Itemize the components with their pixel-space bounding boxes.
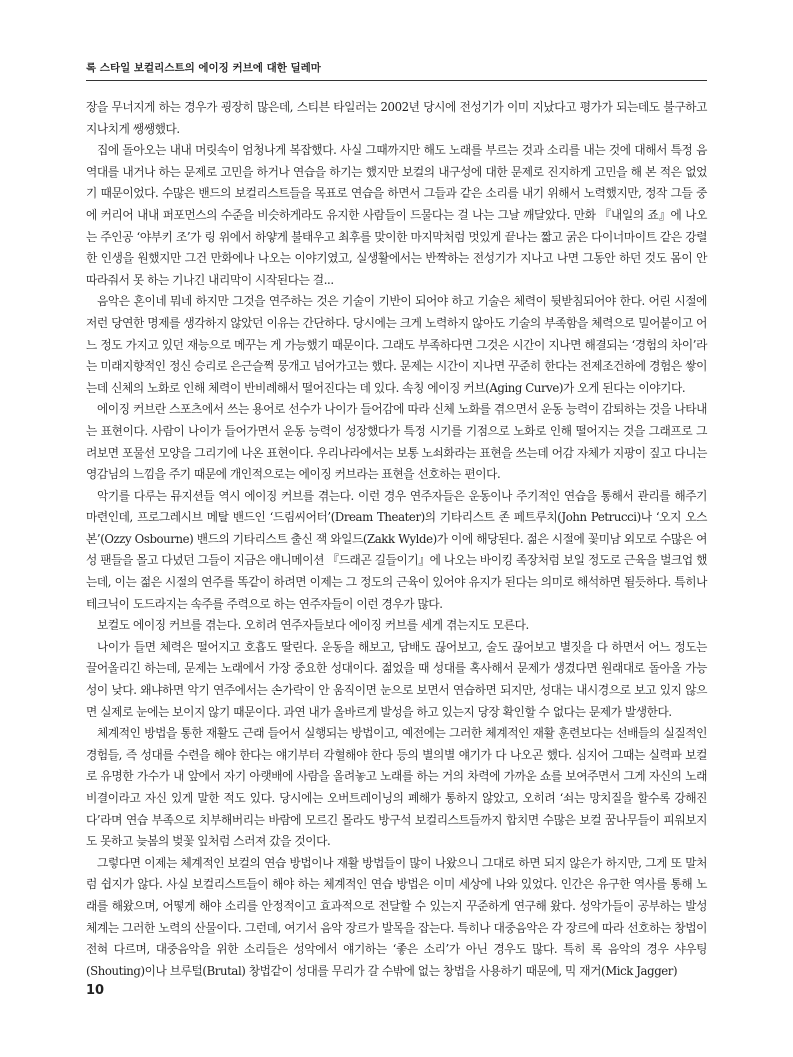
page-number: 10 [86, 983, 105, 998]
paragraph: 장을 무너지게 하는 경우가 굉장히 많은데, 스티븐 타일러는 2002년 당시에 전성기가 이미 지났다고 평가가 되는데도 불구하고 지나치게 쌩쌩했다. [86, 100, 707, 136]
paragraph: 보컬도 에이징 커브를 겪는다. 오히려 연주자들보다 에이징 커브를 세게 겪는지도 모른다. [97, 618, 529, 633]
paragraph: 체계적인 방법을 통한 재활도 근래 들어서 실행되는 방법이고, 예전에는 그러한 체계적인 재활 훈련보다는 선배들의 실질적인 경험들, 즉 성대를 수련을 해야 한다는 얘기부터 각혈해야 한다 등의 별의별 얘기가 다 나오곤 했다. 심지어 그때는 실력파 보컬로 유명한 가수가 내 앞에서 자기 아랫배에 사람을 올려놓고 노래를 하는 거의 차력에 가까운 쇼를 보여주면서 그게 자신의 노래 비결이라고 자신 있게 말한 적도 있다. 당시에는 오버트레이닝의 폐해가 통하지 않았고, 오히려 ‘쇠는 망치질을 할수록 강해진다’라며 연습 부족으로 치부해버리는 바람에 모르긴 몰라도 방구석 보컬리스트들까지 합치면 수많은 보컬 꿈나무들이 피워보지도 못하고 늦봄의 벚꽃 잎처럼 스러져 갔을 것이다. [86, 726, 707, 849]
paragraph: 나이가 들면 체력은 떨어지고 호흡도 딸린다. 운동을 해보고, 담배도 끊어보고, 술도 끊어보고 별짓을 다 하면서 어느 정도는 끌어올리긴 하는데, 문제는 노래에서 가장 중요한 성대이다. 젊었을 때 성대를 혹사해서 문제가 생겼다면 원래대로 돌아올 가능성이 낮다. 왜냐하면 악기 연주에서는 손가락이 안 움직이면 눈으로 보면서 연습하면 되지만, 성대는 내시경으로 보고 있지 않으면 실제로 눈에는 보이지 않기 때문이다. 과연 내가 올바르게 발성을 하고 있는지 당장 확인할 수 없다는 문제가 발생한다. [86, 639, 707, 719]
body-text [86, 97, 707, 982]
paragraph: 그렇다면 이제는 체계적인 보컬의 연습 방법이나 재활 방법들이 많이 나왔으니 그대로 하면 되지 않은가 하지만, 그게 또 말처럼 쉽지가 않다. 사실 보컬리스트들이 해야 하는 체계적인 연습 방법은 이미 세상에 나와 있었다. 인간은 유구한 역사를 통해 노래를 해왔으며, 어떻게 해야 소리를 안정적이고 효과적으로 전달할 수 있는지 꾸준하게 연구해 왔다. 성악가들이 공부하는 발성 체계는 그러한 노력의 산물이다. 그런데, 여기서 음악 장르가 발목을 잡는다. 특히나 대중음악은 각 장르에 따라 선호하는 창법이 전혀 다르며, 대중음악을 위한 소리들은 성악에서 얘기하는 ‘좋은 소리’가 아닌 경우도 많다. 특히 록 음악의 경우 샤우팅(Shouting)이나 브루털(Brutal) 창법같이 성대를 무리가 갈 수밖에 없는 창법을 사용하기 때문에, 믹 재거(Mick Jagger) [86, 855, 707, 978]
header-divider [86, 80, 707, 81]
paragraph: 악기를 다루는 뮤지션들 역시 에이징 커브를 겪는다. 이런 경우 연주자들은 운동이나 주기적인 연습을 통해서 관리를 해주기 마련인데, 프로그레시브 메탈 밴드인 ‘드림씨어터’(Dream Theater)의 기타리스트 존 페트루치(John Petrucci)나 ‘오지 오스본’(Ozzy Osbourne) 밴드의 기타리스트 출신 잭 와일드(Zakk Wylde)가 이에 해당된다. 젊은 시절에 꽃미남 외모로 수많은 여성 팬들을 몰고 다녔던 그들이 지금은 애니메이션 『드래곤 길들이기』에 나오는 바이킹 족장처럼 보일 정도로 근육을 벌크업 했는데, 이는 젊은 시절의 연주를 똑같이 하려면 이제는 그 정도의 근육이 있어야 유지가 된다는 의미로 해석하면 될듯하다. 특히나 테크닉이 도드라지는 속주를 주력으로 하는 연주자들이 이런 경우가 많다. [86, 488, 707, 611]
paragraph: 음악은 혼이네 뭐네 하지만 그것을 연주하는 것은 기술이 기반이 되어야 하고 기술은 체력이 뒷받침되어야 한다. 어린 시절에 저런 당연한 명제를 생각하지 않았던 이유는 간단하다. 당시에는 크게 노력하지 않아도 기술의 부족함을 체력으로 밀어붙이고 어느 정도 가지고 있던 재능으로 메꾸는 게 가능했기 때문이다. 그래도 부족하다면 그것은 시간이 지나면 해결되는 ‘경험의 차이’라는 미래지향적인 정신 승리로 은근슬쩍 뭉개고 넘어가고는 했다. 문제는 시간이 지나면 꾸준히 한다는 전제조건하에 경험은 쌓이는데 신체의 노화로 인해 체력이 반비례해서 떨어진다는 데 있다. 속칭 에이징 커브(Aging Curve)가 오게 된다는 이야기다. [86, 294, 707, 395]
running-header: 록 스타일 보컬리스트의 에이징 커브에 대한 딜레마 [86, 62, 321, 74]
paragraph: 에이징 커브란 스포츠에서 쓰는 용어로 선수가 나이가 들어감에 따라 신체 노화를 겪으면서 운동 능력이 감퇴하는 것을 나타내는 표현이다. 사람이 나이가 들어가면서 운동 능력이 성장했다가 특정 시기를 기점으로 노화로 인해 떨어지는 것을 그래프로 그려보면 포물선 모양을 그리기에 나온 표현이다. 우리나라에서는 보통 노쇠화라는 표현을 쓰는데 어감 자체가 지팡이 짚고 다니는 영감님의 느낌을 주기 때문에 개인적으로는 에이징 커브라는 표현을 선호하는 편이다. [86, 402, 707, 482]
paragraph: 집에 돌아오는 내내 머릿속이 엄청나게 복잡했다. 사실 그때까지만 해도 노래를 부르는 것과 소리를 내는 것에 대해서 특정 음역대를 내거나 하는 문제로 고민을 하거나 연습을 하기는 했지만 보컬의 내구성에 대한 문제로 진지하게 고민을 해 본 적은 없었기 때문이었다. 수많은 밴드의 보컬리스트들을 목표로 연습을 하면서 그들과 같은 소리를 내기 위해서 노력했지만, 정작 그들 중에 커리어 내내 퍼포먼스의 수준을 비슷하게라도 유지한 사람들이 드물다는 걸 나는 그날 깨달았다. 만화 『내일의 죠』에 나오는 주인공 ‘야부키 조’가 링 위에서 하얗게 불태우고 최후를 맞이한 마지막처럼 멋있게 끝나는 짧고 굵은 다이너마이트 같은 강렬한 인생을 원했지만 그건 만화에나 나오는 이야기였고, 실생활에서는 반짝하는 전성기가 지나고 나면 그동안 하던 것도 몸이 안 따라줘서 못 하는 기나긴 내리막이 시작된다는 걸... [86, 143, 707, 287]
